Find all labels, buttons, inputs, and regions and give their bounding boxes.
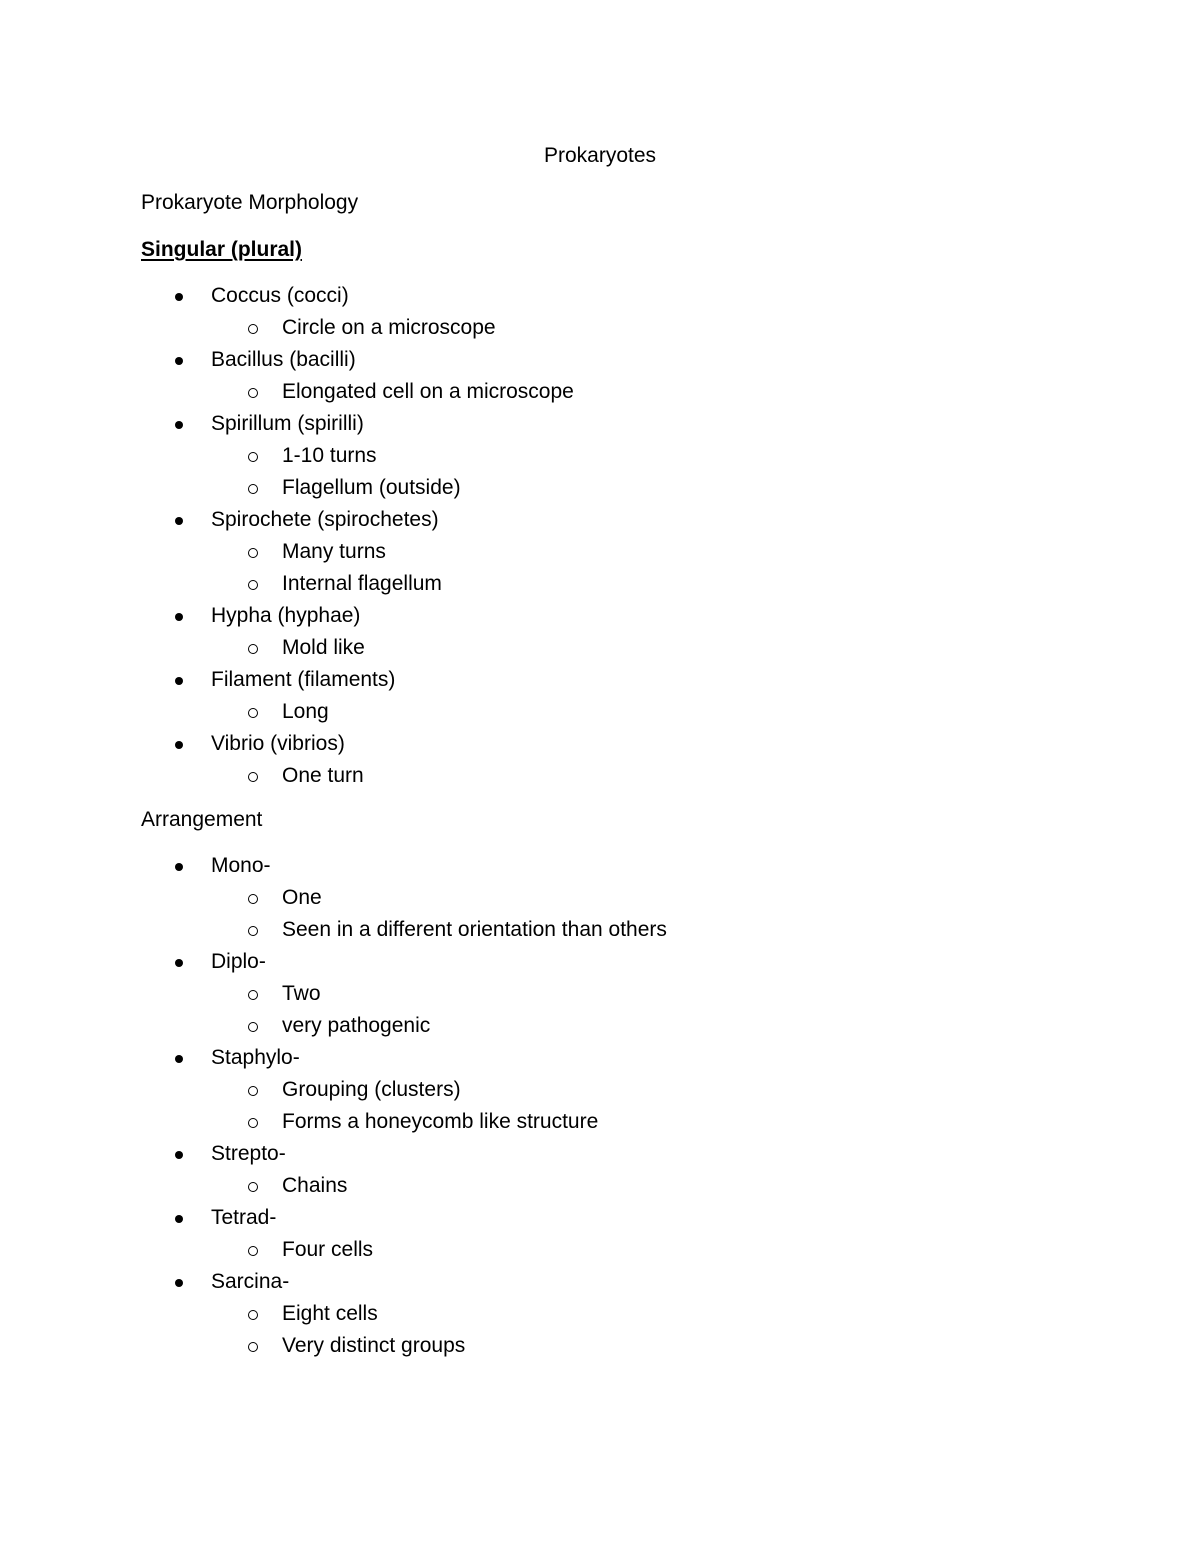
hollow-bullet-icon [248, 772, 258, 782]
hollow-bullet-icon [248, 1310, 258, 1320]
hollow-bullet-icon [248, 484, 258, 494]
sub-list-item [0, 440, 1200, 472]
sub-list-item [0, 978, 1200, 1010]
list-item [0, 280, 1200, 312]
sub-list-item-label: Flagellum (outside) [282, 476, 461, 499]
list-item [0, 344, 1200, 376]
bullet-icon [175, 293, 183, 301]
list-item-label: Filament (filaments) [211, 668, 396, 691]
bullet-icon [175, 1151, 183, 1159]
hollow-bullet-icon [248, 990, 258, 1000]
list-item [0, 946, 1200, 978]
list-item-label: Bacillus (bacilli) [211, 348, 356, 371]
sub-list-item [0, 568, 1200, 600]
section-heading-morphology: Prokaryote Morphology [141, 191, 359, 214]
sub-list-item-label: 1-10 turns [282, 444, 377, 467]
sub-list-item [0, 914, 1200, 946]
list-item-label: Coccus (cocci) [211, 284, 349, 307]
sub-list-item-label: Grouping (clusters) [282, 1078, 461, 1101]
sub-list-item-label: very pathogenic [282, 1014, 431, 1037]
sub-list-item-label: One turn [282, 764, 364, 787]
sub-list-item [0, 1298, 1200, 1330]
sub-list-item-label: Very distinct groups [282, 1334, 466, 1357]
sub-list-item [0, 1234, 1200, 1266]
list-item-label: Staphylo- [211, 1046, 300, 1069]
hollow-bullet-icon [248, 548, 258, 558]
bullet-icon [175, 613, 183, 621]
sub-list-item [0, 882, 1200, 914]
hollow-bullet-icon [248, 580, 258, 590]
list-item [0, 504, 1200, 536]
sub-list-item-label: Internal flagellum [282, 572, 442, 595]
bullet-icon [175, 357, 183, 365]
sub-list-item-label: Eight cells [282, 1302, 378, 1325]
sub-list-item-label: Many turns [282, 540, 386, 563]
bullet-icon [175, 741, 183, 749]
sub-list-item-label: Four cells [282, 1238, 374, 1261]
sub-list-item [0, 1074, 1200, 1106]
list-item-label: Sarcina- [211, 1270, 290, 1293]
hollow-bullet-icon [248, 894, 258, 904]
hollow-bullet-icon [248, 1342, 258, 1352]
list-item [0, 664, 1200, 696]
sub-list-item [0, 1106, 1200, 1138]
bullet-icon [175, 863, 183, 871]
page-title: Prokaryotes [543, 144, 657, 167]
subheading-singular-plural: Singular (plural) [141, 238, 303, 261]
sub-list-item-label: One [282, 886, 322, 909]
sub-list-item-label: Two [282, 982, 321, 1005]
hollow-bullet-icon [248, 1118, 258, 1128]
hollow-bullet-icon [248, 926, 258, 936]
list-item [0, 728, 1200, 760]
hollow-bullet-icon [248, 1086, 258, 1096]
hollow-bullet-icon [248, 1182, 258, 1192]
sub-list-item [0, 632, 1200, 664]
list-item-label: Hypha (hyphae) [211, 604, 361, 627]
sub-list-item-label: Long [282, 700, 329, 723]
sub-list-item-label: Forms a honeycomb like structure [282, 1110, 599, 1133]
list-item-label: Vibrio (vibrios) [211, 732, 345, 755]
hollow-bullet-icon [248, 1246, 258, 1256]
sub-list-item-label: Elongated cell on a microscope [282, 380, 574, 403]
hollow-bullet-icon [248, 708, 258, 718]
bullet-icon [175, 677, 183, 685]
list-item [0, 600, 1200, 632]
sub-list-item [0, 760, 1200, 792]
list-item-label: Mono- [211, 854, 271, 877]
list-item [0, 1266, 1200, 1298]
bullet-icon [175, 421, 183, 429]
list-item-label: Tetrad- [211, 1206, 277, 1229]
morphology-list [0, 280, 1200, 792]
bullet-icon [175, 1279, 183, 1287]
sub-list-item-label: Seen in a different orientation than others [282, 918, 667, 941]
sub-list-item [0, 696, 1200, 728]
hollow-bullet-icon [248, 1022, 258, 1032]
hollow-bullet-icon [248, 388, 258, 398]
arrangement-list [0, 850, 1200, 1362]
section-heading-arrangement: Arrangement [141, 808, 263, 831]
list-item [0, 850, 1200, 882]
sub-list-item [0, 472, 1200, 504]
sub-list-item [0, 1010, 1200, 1042]
bullet-icon [175, 959, 183, 967]
list-item [0, 1138, 1200, 1170]
bullet-icon [175, 517, 183, 525]
bullet-icon [175, 1215, 183, 1223]
sub-list-item-label: Mold like [282, 636, 365, 659]
sub-list-item [0, 312, 1200, 344]
hollow-bullet-icon [248, 644, 258, 654]
list-item [0, 1202, 1200, 1234]
list-item [0, 408, 1200, 440]
sub-list-item [0, 536, 1200, 568]
sub-list-item [0, 1330, 1200, 1362]
hollow-bullet-icon [248, 452, 258, 462]
bullet-icon [175, 1055, 183, 1063]
list-item [0, 1042, 1200, 1074]
sub-list-item-label: Chains [282, 1174, 348, 1197]
sub-list-item-label: Circle on a microscope [282, 316, 496, 339]
list-item-label: Diplo- [211, 950, 266, 973]
list-item-label: Strepto- [211, 1142, 286, 1165]
list-item-label: Spirochete (spirochetes) [211, 508, 439, 531]
sub-list-item [0, 376, 1200, 408]
sub-list-item [0, 1170, 1200, 1202]
list-item-label: Spirillum (spirilli) [211, 412, 364, 435]
hollow-bullet-icon [248, 324, 258, 334]
